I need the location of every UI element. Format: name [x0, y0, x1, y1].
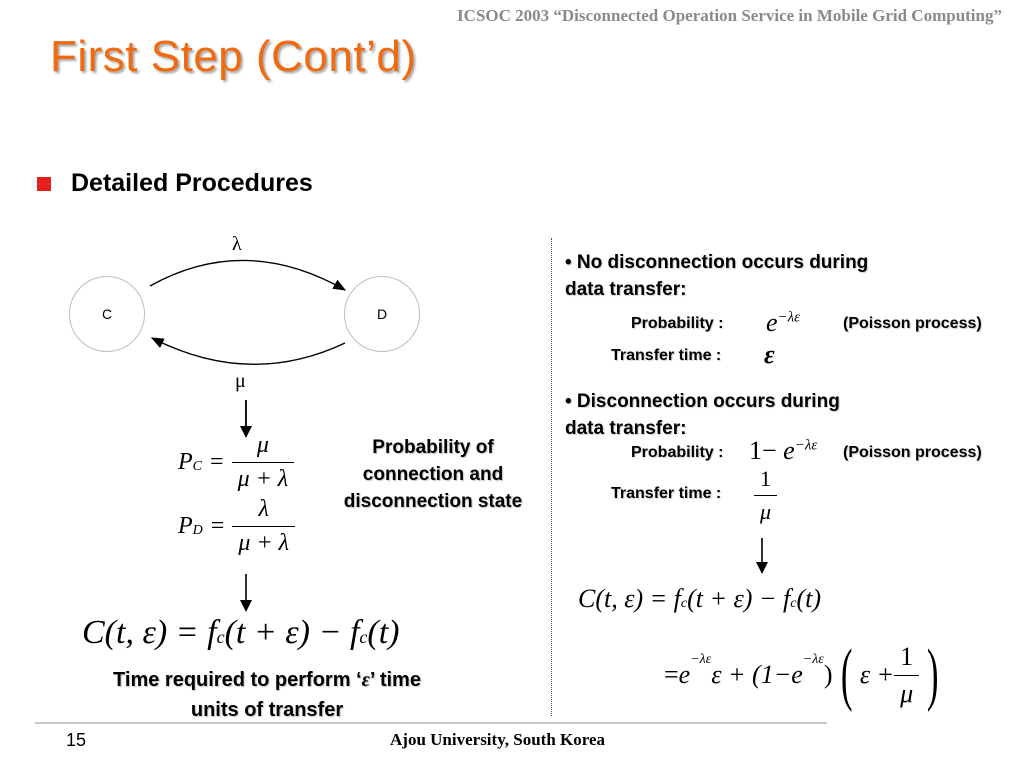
cost-formula: C(t, ε) = fc(t + ε) − fc(t)	[82, 614, 400, 651]
case1-process-label: (Poisson process)	[843, 315, 982, 332]
pc-lhs: P	[178, 449, 193, 475]
pc-sub: C	[192, 458, 203, 474]
slide-title: First Step (Cont’d)	[50, 32, 417, 81]
lambda-rate-label: λ	[232, 233, 242, 255]
case1-time-value: ε	[764, 340, 775, 369]
probability-note-line: connection and	[362, 464, 504, 485]
probability-note	[322, 434, 544, 515]
pd-formula: P D = $\frac{\lambda}{\mu + \lambda}$	[178, 496, 295, 557]
pd-denominator: μ + λ	[238, 530, 289, 556]
pc-formula: P C = $\frac{\mu}{\mu + \lambda}$	[178, 432, 294, 493]
down-arrow-2-icon	[236, 574, 256, 614]
result-formula-line1: C(t, ε) = fc(t + ε) − fc(t)	[578, 584, 821, 613]
arrow-d-to-c	[152, 338, 345, 364]
case2-time-value: $\frac{1}{\mu}$	[754, 466, 777, 525]
state-node-d	[344, 276, 420, 352]
page-number: 15	[66, 730, 87, 750]
case2-time-label: Transfer time :	[611, 485, 722, 502]
footer-university: Ajou University, South Korea	[390, 730, 606, 749]
column-divider	[551, 238, 552, 716]
case1-prob-label: Probability :	[631, 315, 724, 332]
time-note: Time required to perform ‘ε’ time units of transfer	[113, 669, 421, 721]
result-formula-line2: = e $^{-\lambda\varepsilon}$ ε + (1− e $^{-\lambda\varepsilon}$ ) ( ε + $\frac{1}{\mu}$ )	[664, 636, 939, 713]
state-node-c	[69, 276, 145, 352]
probability-note-line: Probability of	[372, 437, 494, 458]
node-c-label: C	[101, 306, 113, 322]
bullet-square-icon	[37, 177, 51, 191]
pc-denominator: μ + λ	[237, 466, 289, 492]
arrow-c-to-d	[150, 260, 345, 290]
down-arrow-3-icon	[752, 538, 772, 578]
footer-divider	[35, 722, 827, 724]
pd-numerator: λ	[258, 496, 269, 522]
case1-time-label: Transfer time :	[611, 347, 722, 364]
node-d-label: D	[376, 306, 388, 322]
case2-prob-label: Probability :	[631, 444, 724, 461]
mu-rate-label: μ	[235, 370, 246, 392]
conference-header: ICSOC 2003 “Disconnected Operation Service in Mobile Grid Computing”	[457, 6, 1002, 25]
case2-process-label: (Poisson process)	[843, 444, 982, 461]
case2-prob-value: $1- e^{-\lambda\varepsilon}$	[749, 436, 818, 465]
probability-note-line: disconnection state	[343, 491, 523, 512]
pd-lhs: P	[178, 513, 193, 539]
case2-title: • Disconnection occurs during data transfer:	[565, 391, 840, 439]
section-heading: Detailed Procedures	[71, 169, 313, 197]
pc-numerator: μ	[256, 432, 269, 458]
case1-prob-value: $e^{-\lambda\varepsilon}$	[766, 308, 801, 337]
case1-title: • No disconnection occurs during data transfer:	[565, 252, 869, 300]
pd-sub: D	[192, 522, 203, 538]
